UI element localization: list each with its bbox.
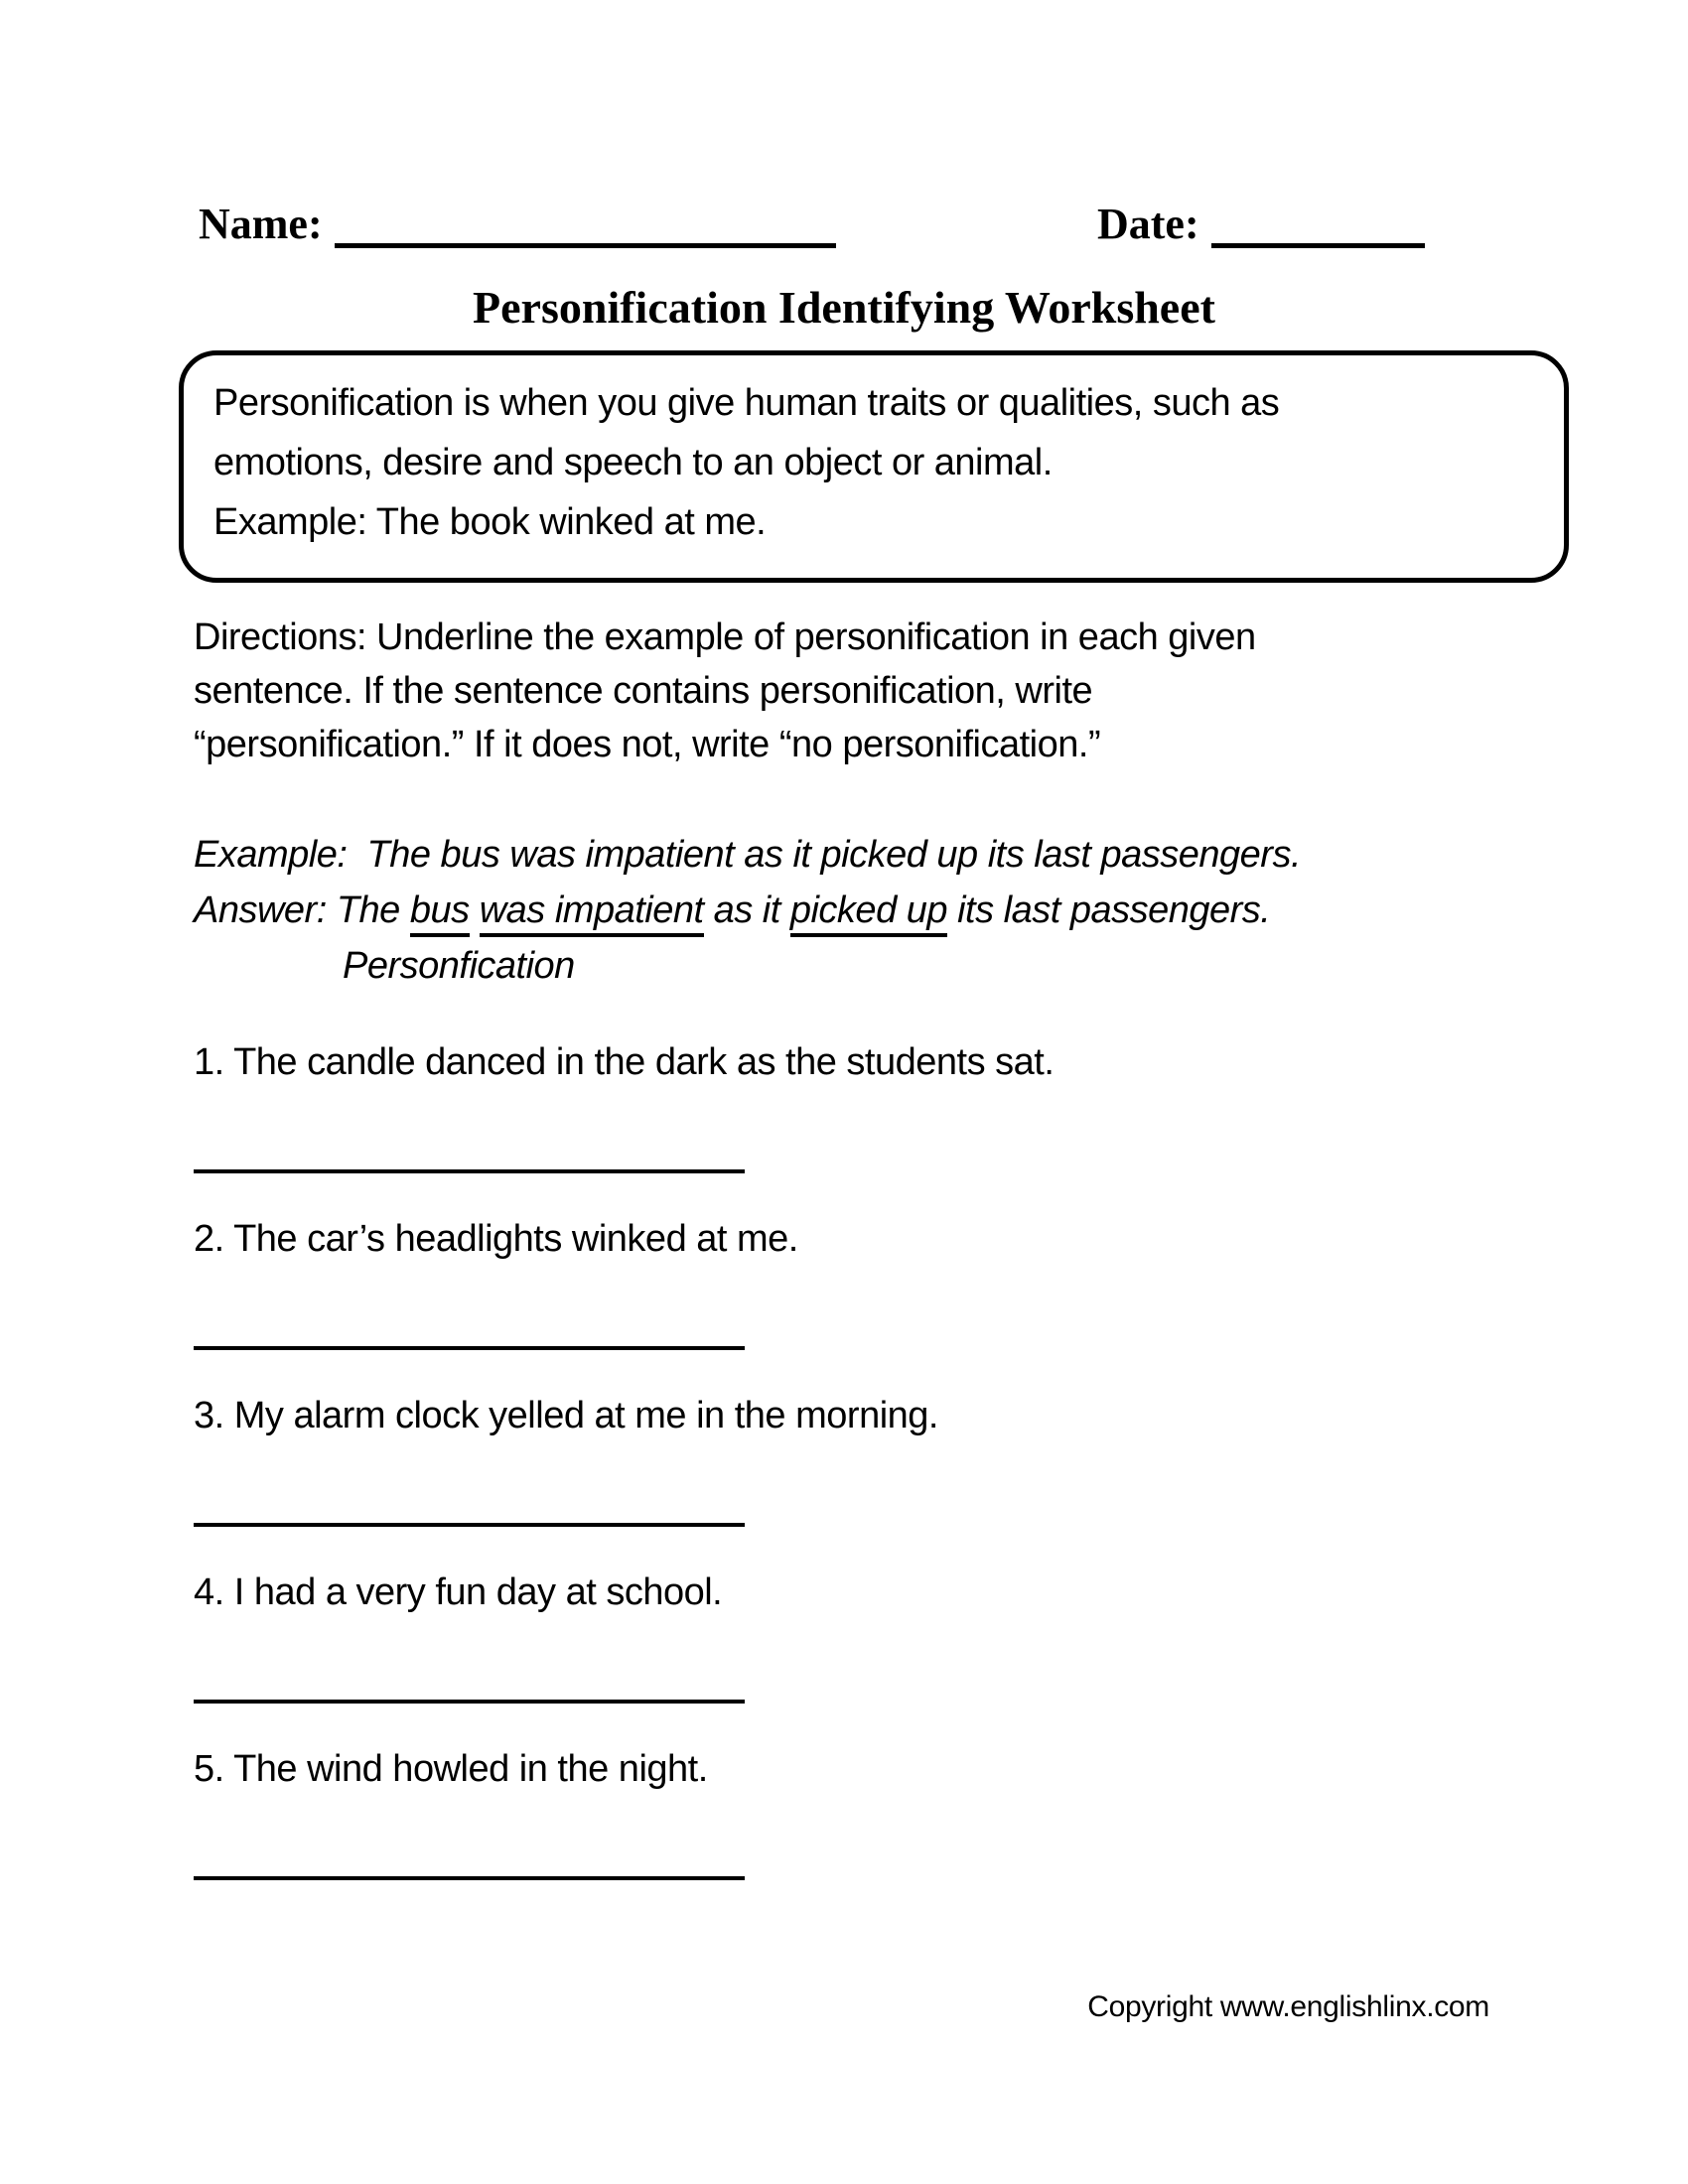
question-text: 4. I had a very fun day at school. xyxy=(194,1571,723,1613)
example-sentence: Example: The bus was impatient as it picked up its last passengers. xyxy=(194,834,1301,876)
question-text: 3. My alarm clock yelled at me in the morning. xyxy=(194,1395,938,1436)
worked-example xyxy=(194,827,1484,994)
example-answer-label: Personfication xyxy=(343,945,575,987)
answer-part-underlined: bus xyxy=(410,889,470,937)
directions-line: “personification.” If it does not, write “no personification.” xyxy=(194,724,1101,765)
date-field-row xyxy=(1097,199,1425,249)
answer-part-underlined: was impatient xyxy=(480,889,704,937)
definition-box xyxy=(179,350,1569,583)
answer-part: Answer: The xyxy=(194,889,410,931)
copyright-text: Copyright www.englishlinx.com xyxy=(1087,1990,1489,2023)
question-text: 5. The wind howled in the night. xyxy=(194,1748,708,1790)
directions-paragraph xyxy=(194,611,1435,771)
question-item xyxy=(194,1040,1484,1173)
answer-part: as it xyxy=(703,889,790,931)
example-answer-sentence xyxy=(194,883,1484,938)
question-text: 2. The car’s headlights winked at me. xyxy=(194,1218,798,1260)
date-label: Date: xyxy=(1097,200,1199,248)
question-item xyxy=(194,1747,1484,1880)
answer-blank-line xyxy=(194,1523,745,1527)
name-fill-line xyxy=(335,243,836,248)
answer-part xyxy=(470,889,480,931)
directions-line: sentence. If the sentence contains personification, write xyxy=(194,670,1093,712)
answer-part-underlined: picked up xyxy=(790,889,947,937)
definition-line: emotions, desire and speech to an object or animal. xyxy=(213,442,1053,483)
name-label: Name: xyxy=(199,200,323,248)
answer-blank-line xyxy=(194,1169,745,1173)
question-item xyxy=(194,1217,1484,1350)
answer-blank-line xyxy=(194,1876,745,1880)
answer-blank-line xyxy=(194,1700,745,1704)
question-text: 1. The candle danced in the dark as the students sat. xyxy=(194,1041,1055,1083)
definition-line: Personification is when you give human traits or qualities, such as xyxy=(213,382,1280,424)
question-item xyxy=(194,1570,1484,1704)
answer-part: its last passengers. xyxy=(947,889,1271,931)
page-title: Personification Identifying Worksheet xyxy=(473,282,1215,333)
name-field-row xyxy=(199,199,836,249)
answer-blank-line xyxy=(194,1346,745,1350)
definition-example-line: Example: The book winked at me. xyxy=(213,501,767,543)
question-item xyxy=(194,1394,1484,1527)
directions-line: Directions: Underline the example of personification in each given xyxy=(194,616,1256,658)
date-fill-line xyxy=(1211,243,1425,248)
